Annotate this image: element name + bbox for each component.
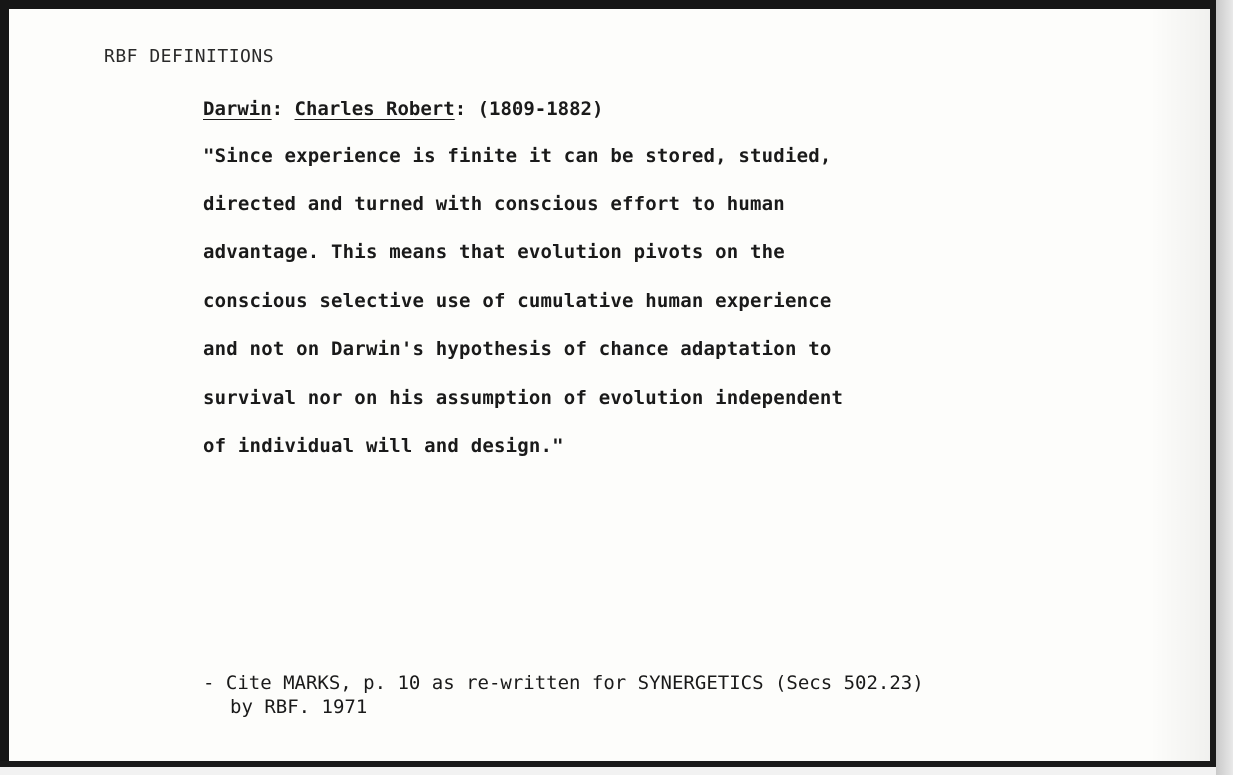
card-heading: RBF DEFINITIONS — [104, 46, 275, 67]
entry-separator: : — [271, 98, 295, 120]
entry-dates: (1809-1882) — [477, 98, 604, 120]
entry-term: Darwin — [203, 98, 272, 120]
quote-line: directed and turned with conscious effort to human — [203, 193, 785, 215]
quote-line: "Since experience is finite it can be stored, studied, — [203, 145, 832, 167]
quote-line: conscious selective use of cumulative human experience — [203, 290, 832, 312]
citation-line: - Cite MARKS, p. 10 as re-written for SYNERGETICS (Secs 502.23) — [203, 672, 924, 694]
citation-byline: by RBF. 1971 — [230, 696, 368, 718]
scan-shadow — [1150, 9, 1210, 761]
quote-line: of individual will and design." — [203, 435, 564, 457]
quote-line: and not on Darwin's hypothesis of chance adaptation to — [203, 338, 832, 360]
scan-margin-bottom — [0, 767, 1216, 775]
scan-margin-right — [1216, 0, 1233, 775]
quote-line: survival nor on his assumption of evolution independent — [203, 387, 844, 409]
entry-name: Charles Robert — [294, 98, 455, 120]
entry-separator: : — [454, 98, 478, 120]
card-border-left — [0, 0, 9, 775]
quote-line: advantage. This means that evolution pivots on the — [203, 241, 785, 263]
card-border-top — [0, 0, 1233, 9]
entry-line — [203, 98, 603, 120]
